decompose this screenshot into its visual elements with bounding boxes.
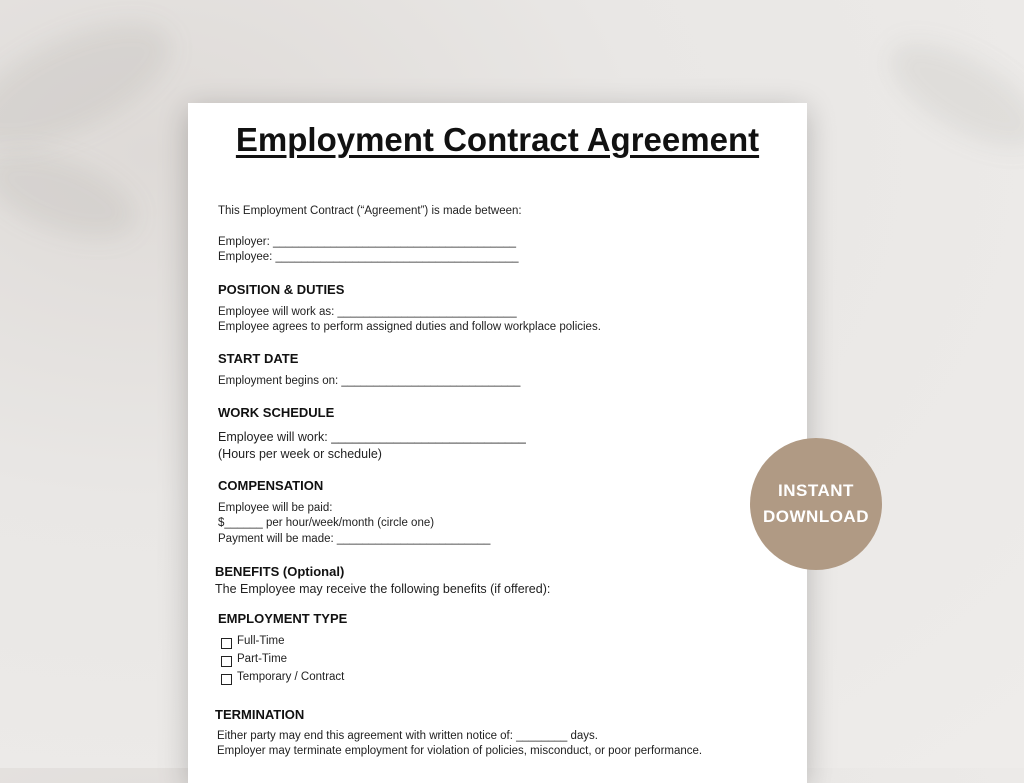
checkbox-temporary[interactable]	[221, 674, 232, 685]
compensation-heading: COMPENSATION	[218, 478, 324, 493]
employment-type-heading: EMPLOYMENT TYPE	[218, 611, 348, 626]
employer-field: Employer: ______________________________________	[218, 236, 517, 248]
termination-notice: Either party may end this agreement with written notice of: ________ days.	[217, 730, 598, 742]
leaf-shadow	[874, 22, 1024, 168]
option-part-time: Part-Time	[237, 653, 288, 665]
work-schedule-note: (Hours per week or schedule)	[218, 447, 382, 461]
intro-text: This Employment Contract (“Agreement”) is made between:	[218, 205, 522, 217]
document-title: Employment Contract Agreement	[235, 121, 760, 158]
badge-line-2: DOWNLOAD	[763, 507, 869, 526]
checkbox-full-time[interactable]	[221, 638, 232, 649]
work-schedule-heading: WORK SCHEDULE	[218, 405, 335, 420]
start-date-heading: START DATE	[218, 351, 299, 366]
termination-heading: TERMINATION	[215, 707, 305, 722]
benefits-heading: BENEFITS (Optional)	[215, 564, 345, 579]
instant-download-badge	[750, 438, 882, 570]
leaf-shadow	[0, 0, 189, 172]
position-line: Employee will work as: ____________________________	[218, 306, 517, 318]
benefits-line: The Employee may receive the following benefits (if offered):	[215, 582, 551, 596]
option-full-time: Full-Time	[237, 635, 285, 647]
leaf-shadow	[0, 135, 147, 256]
position-heading: POSITION & DUTIES	[218, 282, 345, 297]
checkbox-part-time[interactable]	[221, 656, 232, 667]
start-date-line: Employment begins on: ____________________________	[218, 375, 521, 387]
badge-line-1: INSTANT	[778, 481, 854, 500]
duties-line: Employee agrees to perform assigned duties and follow workplace policies.	[218, 321, 601, 333]
payment-line: Payment will be made: ________________________	[218, 533, 491, 545]
contract-document	[188, 103, 807, 783]
termination-cause: Employer may terminate employment for violation of policies, misconduct, or poor performance.	[217, 745, 703, 757]
compensation-rate: $______ per hour/week/month (circle one)	[218, 517, 435, 529]
option-temporary: Temporary / Contract	[237, 671, 345, 683]
compensation-line: Employee will be paid:	[218, 502, 333, 514]
work-schedule-line: Employee will work: ____________________________	[218, 430, 526, 444]
employee-field: Employee: ______________________________________	[218, 251, 519, 263]
